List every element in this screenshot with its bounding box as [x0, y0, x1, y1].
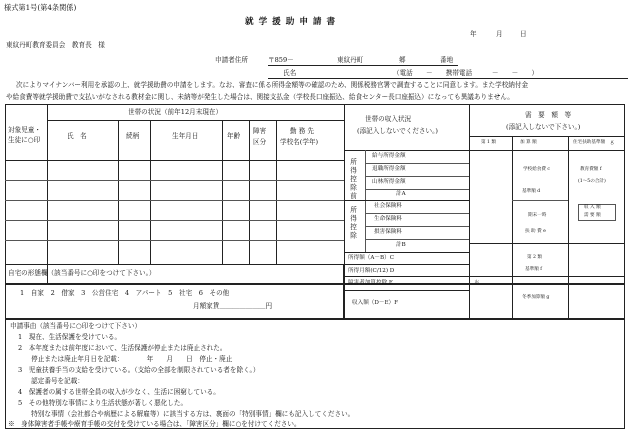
address-label: 申請者住所	[215, 56, 248, 64]
sum-note-label: (1～5の合計)	[578, 179, 606, 184]
target-label-2: 生徒に○印	[8, 136, 41, 144]
town-name: 東紋丹町	[337, 56, 364, 64]
banchi-label: 番地	[440, 56, 454, 64]
col-disability-1: 障害	[253, 127, 267, 135]
base-f-label: 基準額 f	[525, 267, 542, 272]
reason-3: 3 児童扶養手当の支給を受けている。（支給の全部を制限されている者を除く。）	[18, 366, 260, 374]
reason-5-note: 特別な事情（会社都合や病歴による解雇等）に該当する方は、裏面の「特別事情」欄にも記入してください。	[18, 410, 355, 418]
footnote: ※ 身体障害者手帳や療育手帳の交付を受けている場合は、「障害区分」欄に○を付けてください。	[8, 420, 301, 428]
aid-e-label: 扶 助 費 e	[525, 229, 546, 234]
reason-1: 1 現在、生活保護を受けている。	[18, 333, 122, 341]
postal-code: 〒859－	[268, 56, 294, 64]
demand-subheader: (添記入しないで下さい。)	[506, 123, 581, 131]
phone-field: （電話 － 携帯電話 － － ）	[393, 69, 539, 77]
deduct-label: 所得控除	[348, 206, 357, 241]
reason-4: 4 保護者の属する世帯全員の収入が少なく、生活に困窮している。	[18, 388, 220, 396]
income-c-row: 所得額（A－B）C	[348, 255, 394, 261]
go-label: 郷	[399, 56, 406, 64]
intro-line-2: や給食費等就学援助費で支払いがなされる教材金に関し、未納等が発生した場合は、関接支払金（学校長口座振込、給食センター長口座振込）になっても異議ありません。	[6, 93, 514, 101]
col-relation: 続柄	[126, 132, 140, 140]
income-e-row: 障害者加算控除 E	[348, 280, 394, 286]
housing-label: 自宅の形態欄（該当番号に○印をつけて下さい。）	[8, 269, 156, 277]
deduct-row-damage: 損害保険料	[374, 229, 402, 235]
income-row-salary: 給与所得金額	[372, 153, 406, 159]
e-note: ＊	[474, 280, 480, 286]
name-label: 氏名	[283, 69, 297, 77]
col-age: 年齢	[227, 132, 241, 140]
deduct-row-social: 社会保険料	[374, 203, 402, 209]
date-day: 日	[520, 30, 527, 38]
income-row-retire: 退職所得金額	[372, 166, 406, 172]
base-d-label: 基準額 d	[522, 189, 541, 194]
demand-col-2: 加 算 額	[520, 140, 537, 145]
demand-col-1: 第 1 類	[481, 140, 497, 145]
col-school: 学校名(学年)	[280, 138, 319, 146]
intro-line-1: 次によりマイナンバー利用を承認の上、就学援助費の申請をします。なお、審査に係る所得金額等の確認のため、関係税務官署で調査することに同意します。また学校納付金	[16, 81, 529, 89]
income-row-forest: 山林所得金額	[372, 179, 406, 185]
col-disability-2: 区分	[253, 138, 267, 146]
demand-amount-small: 需 要 額	[584, 213, 601, 218]
addressee: 東紋丹町教育委員会 教育長 様	[6, 41, 105, 49]
form-number: 様式第1号(第4条関係)	[4, 3, 77, 12]
income-pre-deduct-label: 所得控除前	[348, 158, 357, 201]
form-title: 就 学 援 助 申 請 書	[245, 17, 337, 27]
income-row-total-a: 計A	[396, 191, 406, 197]
income-d-row: 所得月額(C/12) D	[348, 268, 395, 274]
income-header: 世帯の収入状況	[365, 115, 412, 123]
reason-5: 5 その他特別な事情により生活状態が著しく悪化した。	[18, 399, 188, 407]
reason-3-cert: 認定番号を記載：	[18, 377, 84, 385]
income-f-row: 収入額（D－E）F	[352, 300, 399, 306]
date-year: 年	[470, 30, 477, 38]
target-label-1: 対象児童・	[8, 126, 41, 134]
deduct-row-total-b: 計B	[396, 242, 406, 248]
col-work: 勤 務 先	[290, 127, 314, 135]
edu-cost-label: 教育費額 f	[580, 167, 602, 172]
reason-2-date: 停止または廃止年月日を記載： 年 月 日 停止・廃止	[18, 355, 233, 363]
housing-options: 1 自家 2 借家 3 公営住宅 4 アパート 5 社宅 6 その他	[20, 289, 230, 297]
col-birth: 生年月日	[172, 132, 199, 140]
household-header: 世帯の状況（前年12月末現在）	[128, 108, 223, 116]
winter-label: 冬季加算額 g	[522, 295, 550, 300]
demand-header: 需 要 額 等	[525, 111, 572, 119]
term-end-label: 期末一時	[528, 213, 547, 218]
col-name: 氏 名	[67, 132, 87, 140]
reason-2: 2 本年度または前年度において、生活保護が停止または廃止された。	[18, 344, 227, 352]
income-amount-small: 収 入 額	[584, 205, 601, 210]
demand-col-3: 住宅扶助基準額 ｇ	[573, 140, 615, 145]
reasons-label: 申請事由（該当番号に○印をつけて下さい）	[10, 322, 142, 330]
school-lunch-label: 学校給食費 c	[523, 167, 551, 172]
class2-label: 第 2 類	[527, 255, 543, 260]
housing-rent: 月額家賃＿＿＿＿＿＿＿円	[193, 302, 273, 310]
deduct-row-life: 生命保険料	[374, 216, 402, 222]
date-month: 月	[496, 30, 503, 38]
income-subheader: (添記入しないでください。)	[357, 127, 438, 135]
